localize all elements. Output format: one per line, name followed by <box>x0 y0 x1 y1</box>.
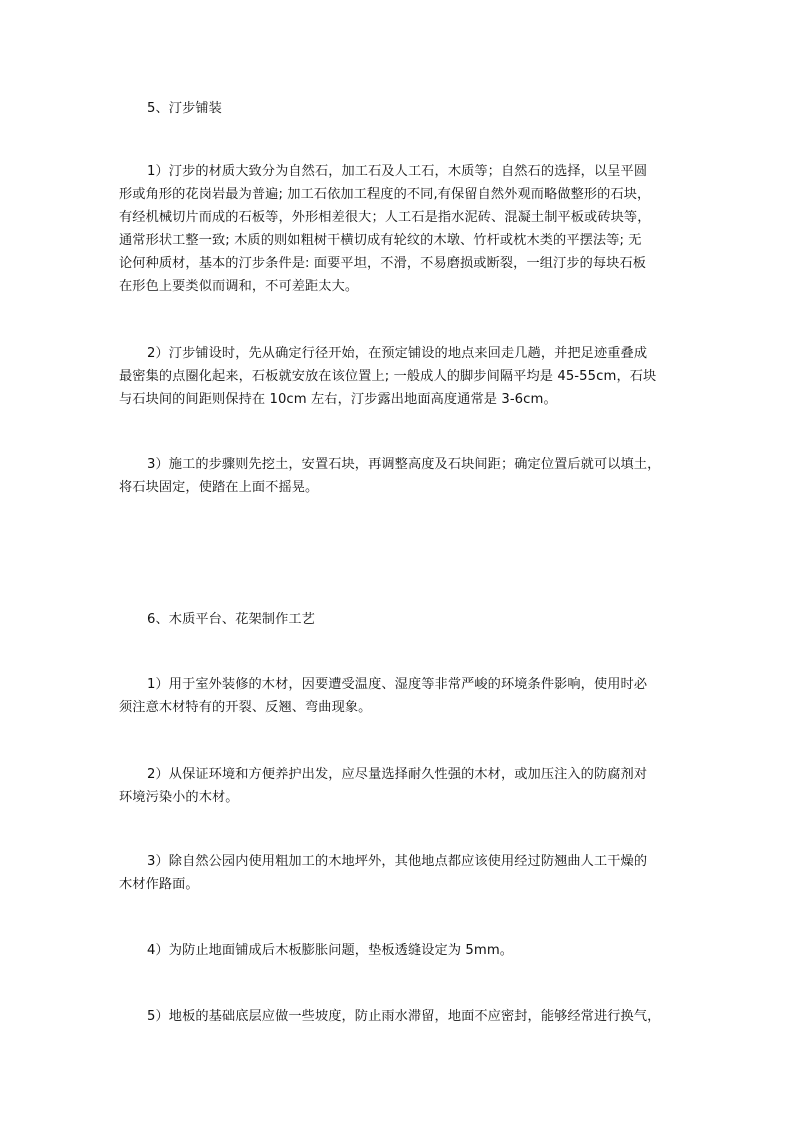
text-line: 木材作路面。 <box>119 877 199 892</box>
text-line: 通常形状工整一致; 木质的则如粗树干横切成有轮纹的木墩、竹杆或枕木类的平摆法等; 无 <box>119 233 642 248</box>
text-line: 须注意木材特有的开裂、反翘、弯曲现象。 <box>119 700 372 715</box>
text-line: 1）汀步的材质大致分为自然石，加工石及人工石，木质等；自然石的选择，以呈平圆 <box>147 164 648 179</box>
text-line: 4）为防止地面铺成后木板膨胀问题，垫板透缝设定为 5mm。 <box>147 943 514 958</box>
text-line: 2）汀步铺设时，先从确定行径开始，在预定铺设的地点来回走几趟，并把足迹重叠成 <box>147 346 648 361</box>
text-line: 3）除自然公园内使用粗加工的木地坪外，其他地点都应该使用经过防翘曲人工干燥的 <box>147 854 648 869</box>
text-line: 论何种质材，基本的汀步条件是: 面要平坦，不滑，不易磨损或断裂，一组汀步的每块石板 <box>119 256 647 271</box>
text-line: 最密集的点圈化起来，石板就安放在该位置上; 一般成人的脚步间隔平均是 45-55cm，石块 <box>119 369 657 384</box>
text-line: 将石块固定，使踏在上面不摇晃。 <box>119 480 319 495</box>
text-line: 1）用于室外装修的木材，因要遭受温度、湿度等非常严峻的环境条件影响，使用时必 <box>147 677 648 692</box>
text-line: 2）从保证环境和方便养护出发，应尽量选择耐久性强的木材，或加压注入的防腐剂对 <box>147 767 648 782</box>
text-line: 在形色上要类似而调和，不可差距太大。 <box>119 279 359 294</box>
text-line: 有经机械切片而成的石板等，外形相差很大；人工石是指水泥砖、混凝土制平板或砖块等， <box>119 210 651 225</box>
text-line: 形或角形的花岗岩最为普遍; 加工石依加工程度的不同,有保留自然外观而略做整形的石块， <box>119 187 651 202</box>
section-heading-5: 5、汀步铺装 <box>147 101 222 116</box>
text-line: 与石块间的间距则保持在 10cm 左右，汀步露出地面高度通常是 3-6cm。 <box>119 392 557 407</box>
text-line: 5）地板的基础底层应做一些坡度，防止雨水滞留，地面不应密封，能够经常进行换气， <box>147 1009 661 1024</box>
text-line: 3）施工的步骤则先挖土，安置石块，再调整高度及石块间距；确定位置后就可以填土， <box>147 457 661 472</box>
text-line: 环境污染小的木材。 <box>119 790 239 805</box>
section-heading-6: 6、木质平台、花架制作工艺 <box>147 612 315 627</box>
